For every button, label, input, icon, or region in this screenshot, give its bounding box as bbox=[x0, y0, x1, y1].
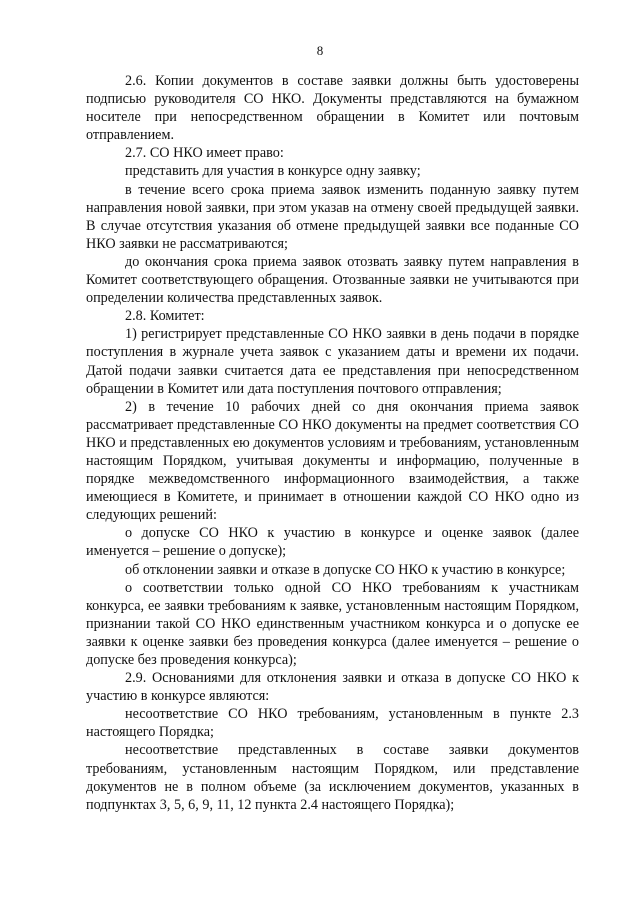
decision-admission: о допуске СО НКО к участию в конкурсе и оценке заявок (далее именуется – решение о допуске); bbox=[86, 525, 579, 560]
paragraph-2-8-item-2: 2) в течение 10 рабочих дней со дня окончания приема заявок рассматривает представленные СО НКО документы на предмет соответствия СО НКО и представленных ею документов условиям и требованиям, установленным настоящим Порядком, учитывая документы и информацию, полученные в порядке межведомственного информационного взаимодействия, а также имеющиеся в Комитете, и принимает в отношении каждой СО НКО одно из следующих решений: bbox=[86, 398, 579, 524]
paragraph-2-7-right-submit: представить для участия в конкурсе одну заявку; bbox=[125, 163, 421, 180]
paragraph-2-6: 2.6. Копии документов в составе заявки должны быть удостоверены подписью руководителя СО НКО. Документы представляются на бумажном носителе при непосредственном обращении в Комитет или почтовым отправлением. bbox=[86, 73, 579, 144]
paragraph-2-8-heading: 2.8. Комитет: bbox=[125, 308, 205, 325]
decision-rejection: об отклонении заявки и отказе в допуске СО НКО к участию в конкурсе; bbox=[125, 561, 566, 578]
ground-documents-mismatch: несоответствие представленных в составе заявки документов требованиям, установленным настоящим Порядком, или представление документов не в полном объеме (за исключением документов, указанных в подпунктах 3, 5, 6, 9, 11, 12 пункта 2.4 настоящего Порядка); bbox=[86, 742, 579, 813]
paragraph-2-8-item-1: 1) регистрирует представленные СО НКО заявки в день подачи в порядке поступления в журнале учета заявок с указанием даты и времени их подачи. Датой подачи заявки считается дата ее представления при непосредственном обращении в Комитет или дата поступления почтового отправления; bbox=[86, 326, 579, 397]
paragraph-2-7-right-withdraw: до окончания срока приема заявок отозвать заявку путем направления в Комитет соответствующего обращения. Отозванные заявки не учитываются при определении количества представленных заявок. bbox=[86, 253, 579, 307]
decision-single-participant: о соответствии только одной СО НКО требованиям к участникам конкурса, ее заявки требованиям к заявке, установленным настоящим Порядком, признании такой СО НКО единственным участником конкурса и о допуске ее заявки к оценке заявки без проведения конкурса (далее именуется – решение о допуске без проведения конкурса); bbox=[86, 579, 579, 668]
paragraph-2-9-heading: 2.9. Основаниями для отклонения заявки и отказа в допуске СО НКО к участию в конкурсе являются: bbox=[86, 670, 579, 705]
page-number: 8 bbox=[316, 43, 324, 58]
document-body bbox=[86, 72, 579, 814]
ground-requirements-mismatch: несоответствие СО НКО требованиям, установленным в пункте 2.3 настоящего Порядка; bbox=[86, 706, 579, 741]
paragraph-2-7-heading: 2.7. СО НКО имеет право: bbox=[125, 145, 284, 162]
paragraph-2-7-right-change: в течение всего срока приема заявок изменить поданную заявку путем направления новой заявки, при этом указав на отмену своей предыдущей заявки. В случае отсутствия указания об отмене предыдущей заявки все поданные СО НКО заявки не рассматриваются; bbox=[86, 181, 579, 252]
